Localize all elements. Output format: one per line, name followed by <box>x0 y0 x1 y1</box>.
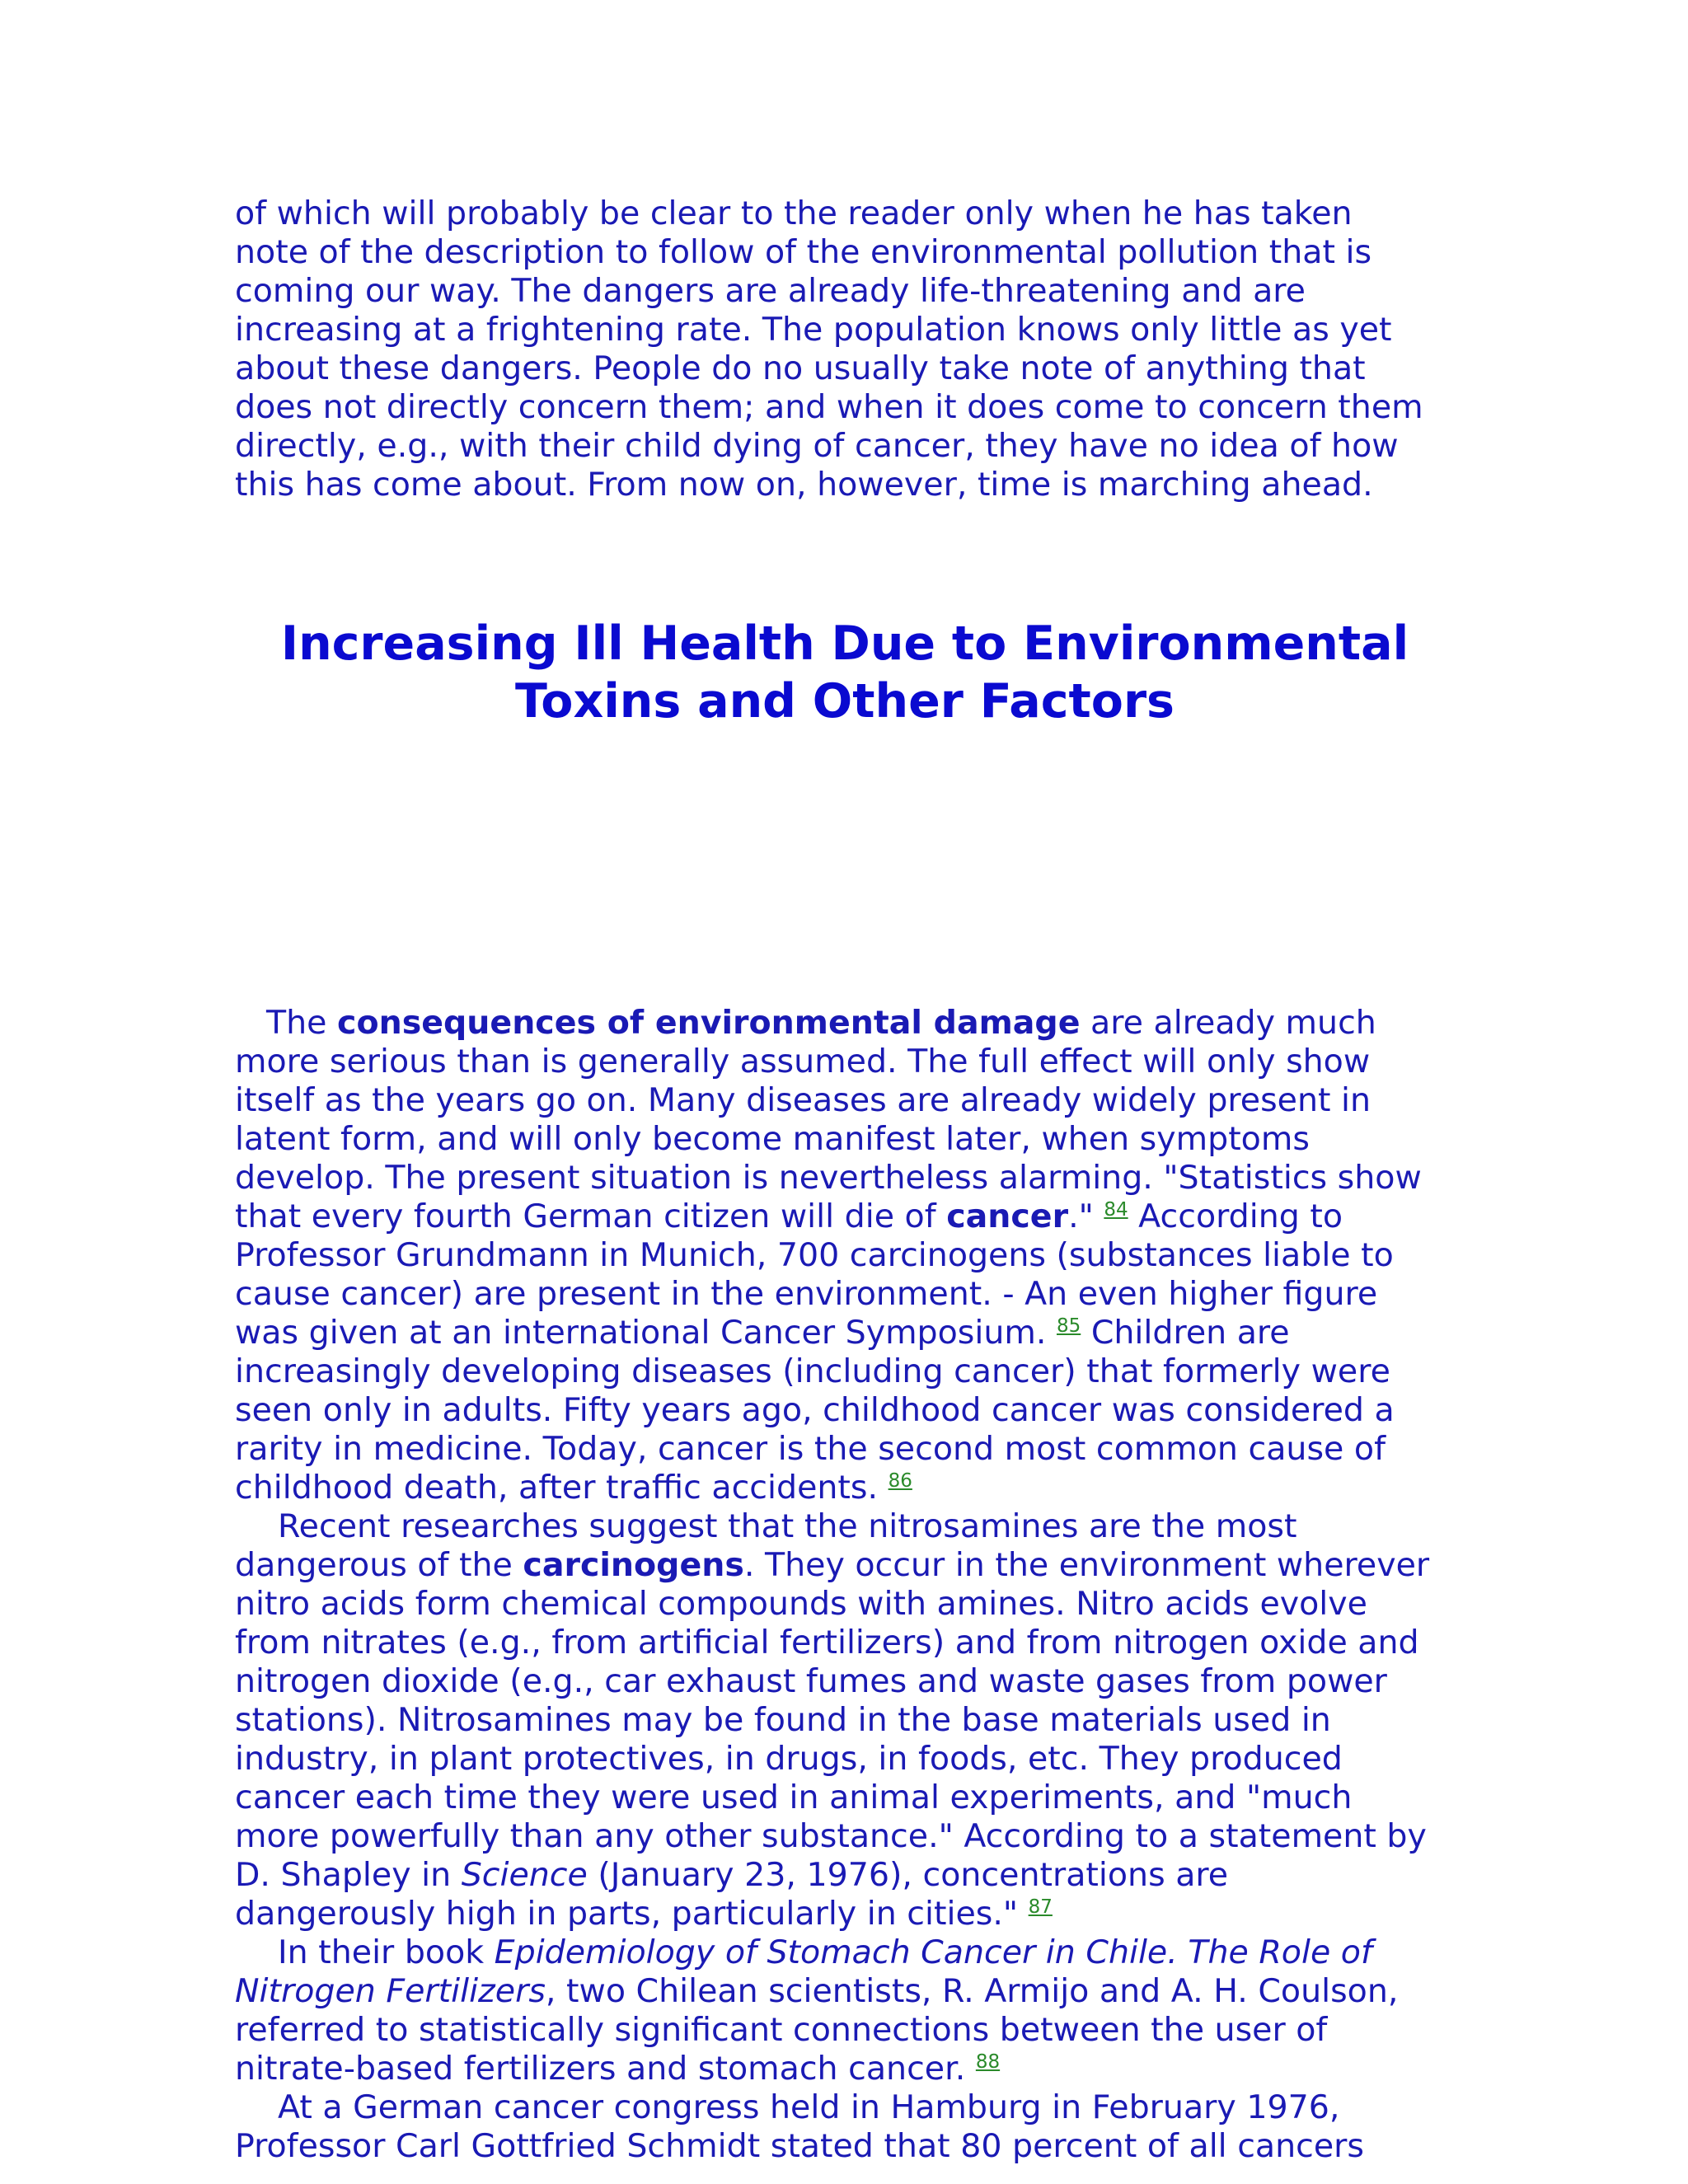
paragraph-hamburg <box>235 2088 1455 2166</box>
section-body <box>235 1004 1455 2166</box>
footnote-link-87[interactable]: 87 <box>1028 1896 1053 1918</box>
paragraph-text: In their book <box>278 1933 495 1971</box>
paragraph-text: . They occur in the environment wherever nitro acids form chemical compounds with amines. Nitro acids evolve from nitrates (e.g., from artificial fertilizers) and from nitrogen oxide and nitrogen dioxide (e.g., car exhaust fumes and waste gases from power stations). Nitrosamines may be found in the base materials used in industry, in plant protectives, in drugs, in foods, etc. They produced cancer each time they were used in animal experiments, and "much more powerfully than any other substance." According to a statement by D. Shapley in <box>235 1546 1430 1894</box>
paragraph-text: (January 23, 1976), concentrations are dangerously high in parts, particularly in cities." <box>235 1856 1229 1933</box>
footnote-link-85[interactable]: 85 <box>1056 1315 1081 1337</box>
paragraph-text: are already much more serious than is generally assumed. The full effect will only show itself as the years go on. Many diseases are already widely present in latent form, and will only become manifest later, when symptoms develop. The present situation is nevertheless alarming. "Statistics show that every fourth German citizen will die of <box>235 1004 1422 1235</box>
bold-word: carcinogens <box>523 1546 744 1584</box>
intro-paragraph: of which will probably be clear to the reader only when he has taken note of the description to follow of the environmental pollution that is coming our way. The dangers are already life-threatening and are increasing at a frightening rate. The population knows only little as yet about these dangers. People do no usually take note of anything that does not directly concern them; and when it does come to concern them directly, e.g., with their child dying of cancer, they have no idea of how this has come about. From now on, however, time is marching ahead. <box>235 194 1423 504</box>
paragraph-text: The <box>266 1004 338 1042</box>
footnote-link-88[interactable]: 88 <box>975 2051 1001 2073</box>
document-page <box>235 194 1455 2165</box>
paragraph-text: According to Professor Grundmann in Munich, 700 carcinogens (substances liable to cause cancer) are present in the environment. - An even higher figure was given at an international Cancer Symposium. <box>235 1197 1394 1352</box>
italic-book-title: Epidemiology of Stomach Cancer in Chile. The Role of Nitrogen Fertilizers <box>235 1933 1372 2010</box>
paragraph-consequences <box>235 1004 1455 1507</box>
paragraph-chile <box>235 1933 1455 2088</box>
paragraph-text: At a German cancer congress held in Hamburg in February 1976, Professor Carl Gottfried Schmidt stated that 80 percent of all cancers <box>235 2088 1365 2165</box>
bold-phrase: consequences of environmental damage <box>337 1004 1081 1042</box>
footnote-link-84[interactable]: 84 <box>1104 1199 1128 1221</box>
italic-title: Science <box>461 1856 588 1894</box>
paragraph-text: , two Chilean scientists, R. Armijo and A. H. Coulson, referred to statistically significant connections between the user of nitrate-based fertilizers and stomach cancer. <box>235 1972 1399 2088</box>
paragraph-text: Children are increasingly developing diseases (including cancer) that formerly were seen only in adults. Fifty years ago, childhood cancer was considered a rarity in medicine. Today, cancer is the second most common cause of childhood death, after traffic accidents. <box>235 1314 1395 1507</box>
paragraph-nitrosamines <box>235 1507 1455 1933</box>
paragraph-text: ." <box>1068 1197 1104 1235</box>
footnote-link-86[interactable]: 86 <box>888 1470 912 1492</box>
paragraph-text: Recent researches suggest that the nitrosamines are the most dangerous of the <box>235 1507 1297 1584</box>
bold-word: cancer <box>946 1197 1069 1235</box>
section-heading: Increasing Ill Health Due to Environmental Toxins and Other Factors <box>280 616 1409 729</box>
